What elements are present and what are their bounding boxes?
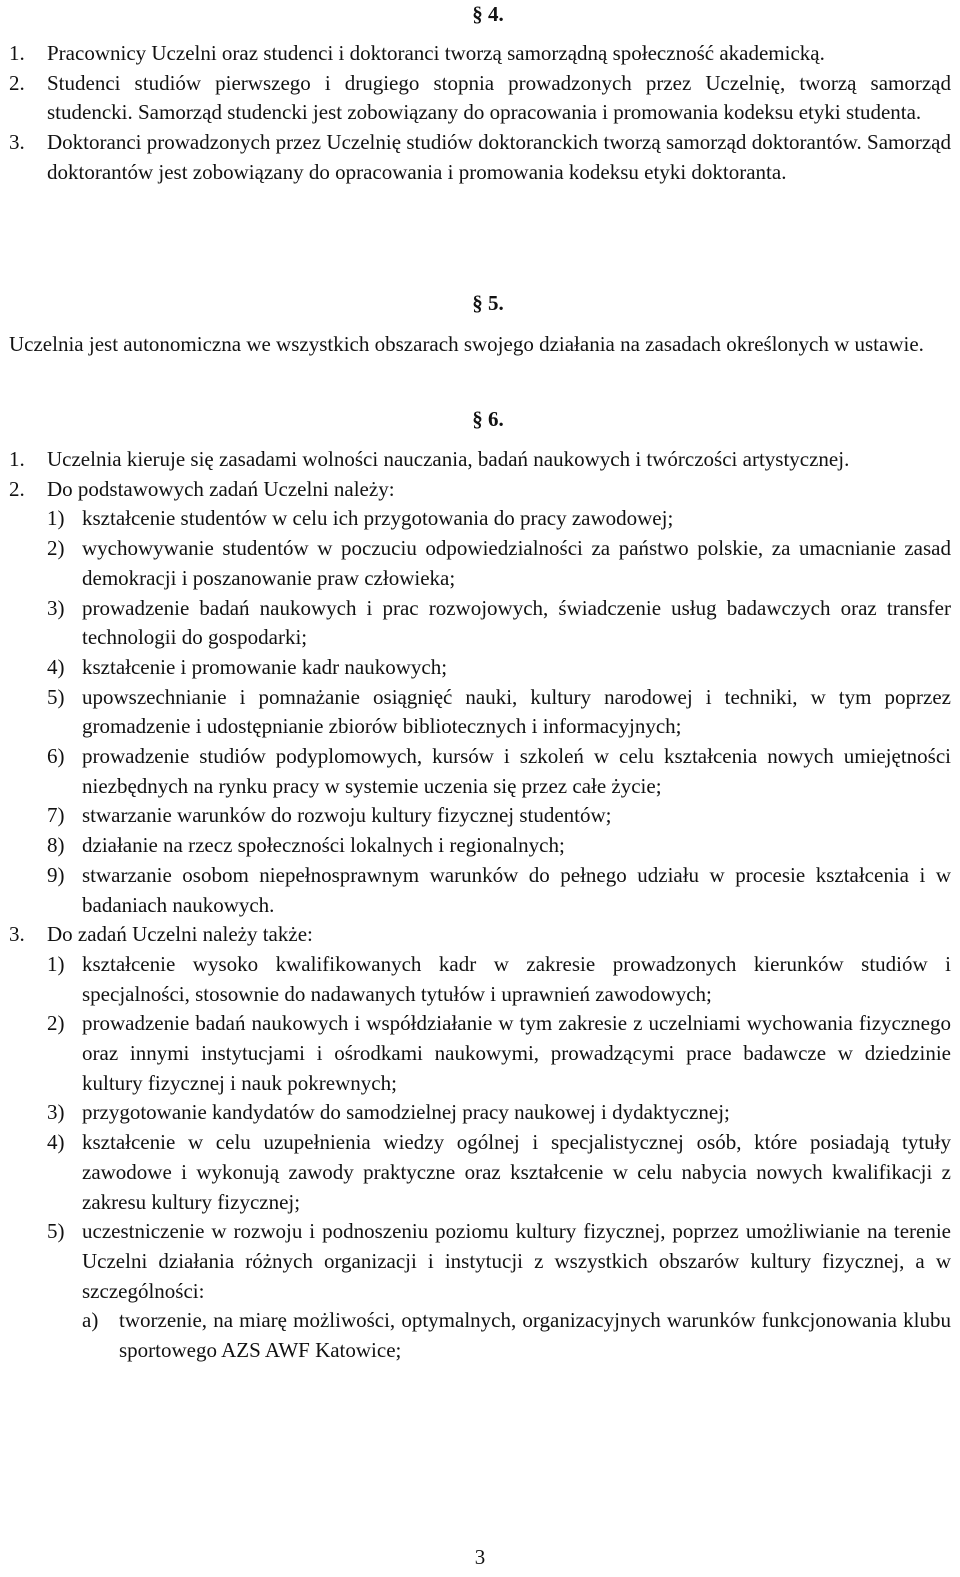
subitem-letter: a) xyxy=(82,1308,99,1333)
item-number: 9) xyxy=(47,862,65,887)
item-text: wychowywanie studentów w poczuciu odpowiedzialności za państwo polskie, za umacnianie zasad demokracji i poszanowanie praw człowieka; xyxy=(82,536,951,590)
item-text: prowadzenie badań naukowych i prac rozwojowych, świadczenie usług badawczych oraz transfer technologii do gospodarki; xyxy=(82,595,951,650)
point-number: 2. xyxy=(9,70,25,95)
item-text: prowadzenie badań naukowych i współdziałanie w tym zakresie z uczelniami wychowania fizycznego oraz innymi instytucjami i ośrodkami naukowymi, prowadzącymi prace badawcze w dziedzinie kultury fizycznej i nauk pokrewnych; xyxy=(82,1011,951,1095)
item-number: 1) xyxy=(47,506,65,531)
list-item xyxy=(47,861,951,920)
item-text: kształcenie w celu uzupełnienia wiedzy ogólnej i specjalistycznej osób, które posiadają tytuły zawodowe i wykonują zawody praktyczne oraz kształcenie w celu nabycia nowych kwalifikacji z zakresu kultury fizycznej; xyxy=(82,1130,951,1214)
list-item xyxy=(47,801,951,831)
point-text: Do zadań Uczelni należy także: xyxy=(47,922,313,947)
item-text: upowszechnianie i pomnażanie osiągnięć nauki, kultury narodowej i techniki, w tym poprzez gromadzenie i udostępnianie zbiorów bibliotecznych i informacyjnych; xyxy=(82,684,951,739)
s6-point-3-list xyxy=(9,950,951,1366)
list-item xyxy=(47,594,951,653)
item-number: 4) xyxy=(47,1130,65,1155)
point-text: Doktoranci prowadzonych przez Uczelnię studiów doktoranckich tworzą samorząd doktorantów. Samorząd doktorantów jest zobowiązany do opracowania i promowania kodeksu etyki doktoranta. xyxy=(47,130,951,184)
item-text: kształcenie i promowanie kadr naukowych; xyxy=(82,654,448,679)
page-number: 3 xyxy=(474,1545,486,1569)
item-number: 5) xyxy=(47,1219,65,1244)
item-number: 6) xyxy=(47,744,65,769)
item-number: 7) xyxy=(47,803,65,828)
item-text: kształcenie wysoko kwalifikowanych kadr w zakresie prowadzonych kierunków studiów i specjalności, stosownie do nadawanych tytułów i uprawnień zawodowych; xyxy=(82,951,951,1006)
point-number: 1. xyxy=(9,41,25,65)
list-item xyxy=(47,1098,951,1128)
item-number: 3) xyxy=(47,595,65,620)
list-item xyxy=(47,950,951,1009)
s6-point-3 xyxy=(9,920,951,950)
item-text: przygotowanie kandydatów do samodzielnej pracy naukowej i dydaktycznej; xyxy=(82,1100,730,1125)
section-4 xyxy=(9,39,951,188)
item-text: prowadzenie studiów podyplomowych, kursów i szkoleń w celu kształcenia nowych umiejętności niezbędnych na rynku pracy w systemie uczenia się przez całe życie; xyxy=(82,744,951,798)
s4-point-3 xyxy=(9,128,951,187)
point-text: Pracownicy Uczelni oraz studenci i doktoranci tworzą samorządną społeczność akademicką. xyxy=(47,41,825,65)
list-item xyxy=(47,683,951,742)
list-item xyxy=(47,831,951,861)
list-item xyxy=(47,1128,951,1217)
item-text: uczestniczenie w rozwoju i podnoszeniu poziomu kultury fizycznej, poprzez umożliwianie na terenie Uczelni działania różnych organizacji i instytucji z wszystkich obszarów kultury fizycznej, a w szczególności: xyxy=(82,1219,951,1303)
list-item xyxy=(47,1009,951,1098)
list-item xyxy=(47,653,951,683)
point-number: 1. xyxy=(9,447,25,471)
section-5-text: Uczelnia jest autonomiczna we wszystkich obszarach swojego działania na zasadach określonych w ustawie. xyxy=(9,332,924,356)
point-text: Studenci studiów pierwszego i drugiego stopnia prowadzonych przez Uczelnię, tworzą samorząd studencki. Samorząd studencki jest zobowiązany do opracowania i promowania kodeksu etyki studenta. xyxy=(47,70,951,125)
item-number: 2) xyxy=(47,1011,65,1036)
list-item xyxy=(47,1217,951,1306)
s4-point-2 xyxy=(9,69,951,128)
item-number: 8) xyxy=(47,833,65,858)
item-number: 1) xyxy=(47,951,65,976)
section-6 xyxy=(9,445,951,1366)
item-text: kształcenie studentów w celu ich przygotowania do pracy zawodowej; xyxy=(82,506,674,531)
item-number: 3) xyxy=(47,1100,65,1125)
section-5-heading: § 5. xyxy=(472,291,504,315)
point-text: Do podstawowych zadań Uczelni należy: xyxy=(47,476,395,501)
point-number: 2. xyxy=(9,476,25,501)
list-item xyxy=(47,504,951,534)
list-item xyxy=(47,534,951,593)
section-4-heading: § 4. xyxy=(472,2,504,26)
item-text: stwarzanie warunków do rozwoju kultury fizycznej studentów; xyxy=(82,803,612,828)
item-number: 2) xyxy=(47,536,65,561)
sub-list-item xyxy=(47,1306,951,1365)
item-text: stwarzanie osobom niepełnosprawnym warunków do pełnego udziału w procesie kształcenia i w badaniach naukowych. xyxy=(82,862,951,917)
subitem-text: tworzenie, na miarę możliwości, optymalnych, organizacyjnych warunków funkcjonowania klubu sportowego AZS AWF Katowice; xyxy=(119,1308,951,1363)
list-item xyxy=(47,742,951,801)
s6-point-2 xyxy=(9,475,951,505)
item-number: 5) xyxy=(47,684,65,709)
point-text: Uczelnia kieruje się zasadami wolności nauczania, badań naukowych i twórczości artystycznej. xyxy=(47,447,850,471)
s6-point-1 xyxy=(9,445,951,475)
section-6-heading: § 6. xyxy=(472,407,504,431)
item-text: działanie na rzecz społeczności lokalnych i regionalnych; xyxy=(82,833,565,858)
s6-point-2-list xyxy=(9,504,951,920)
s4-point-1 xyxy=(9,39,951,69)
item-number: 4) xyxy=(47,654,65,679)
point-number: 3. xyxy=(9,130,25,155)
point-number: 3. xyxy=(9,922,25,947)
